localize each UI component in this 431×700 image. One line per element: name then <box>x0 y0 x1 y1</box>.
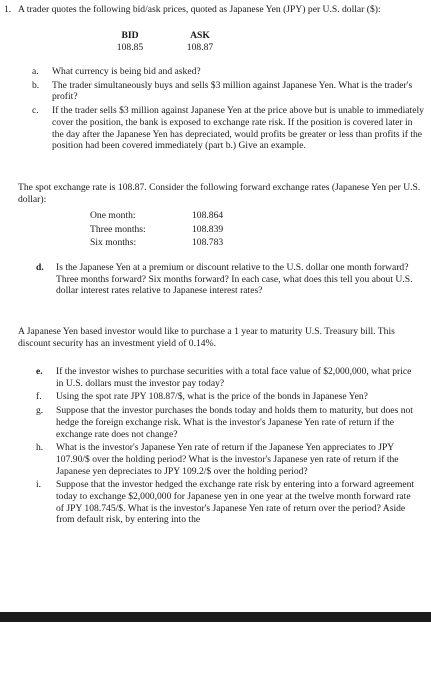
item-label: a. <box>32 66 39 77</box>
list-item <box>34 366 420 389</box>
item-label: c. <box>32 105 39 117</box>
item-text: What is the investor's Japanese Yen rate of return if the Japanese Yen appreciates to JPY 107.90/$ over the holding period? What is the investor's Japanese yen rate of return if the Japanese yen depreciates to JPY 109.2/$ over the holding period? <box>56 442 399 477</box>
table-row <box>20 237 223 249</box>
item-label: f. <box>36 391 42 403</box>
bid-header: BID <box>121 30 139 41</box>
item-label: g. <box>36 405 44 417</box>
ask-header: ASK <box>190 30 210 41</box>
item-text: Is the Japanese Yen at a premium or discount relative to the U.S. dollar one month forward? Three months forward? Six months forward? In each case, what does this tell you about U.S. dollar interest rates relative to Japanese interest rates? <box>56 262 413 297</box>
item-label: i. <box>36 479 42 491</box>
table-row <box>20 210 223 222</box>
list-item <box>34 442 420 477</box>
table-row <box>20 224 223 236</box>
list-item <box>30 66 425 78</box>
parts-e-to-i <box>34 366 420 528</box>
parts-a-to-c <box>30 66 425 154</box>
part-d <box>34 262 414 299</box>
rate-term: Six months: <box>90 237 137 249</box>
bid-value: 108.85 <box>116 41 144 53</box>
forward-rates-table <box>18 208 225 251</box>
bid-ask-table <box>95 30 235 53</box>
rate-term: One month: <box>90 210 136 221</box>
list-item <box>30 105 425 152</box>
spot-rate-paragraph: The spot exchange rate is 108.87. Consider the following forward exchange rates (Japanese Yen per U.S. dollar): <box>18 182 421 205</box>
item-text: If the investor wishes to purchase securities with a total face value of $2,000,000, what price in U.S. dollars must the investor pay today? <box>56 366 412 389</box>
page-bottom-bar <box>0 612 431 622</box>
rate-term: Three months: <box>90 223 146 235</box>
item-label: h. <box>36 442 44 454</box>
question-intro: A trader quotes the following bid/ask prices, quoted as Japanese Yen (JPY) per U.S. dollar ($): <box>18 4 381 15</box>
list-item <box>34 405 420 440</box>
investor-paragraph: A Japanese Yen based investor would like to purchase a 1 year to maturity U.S. Treasury bill. This discount security has an investment yield of 0.14%. <box>18 326 395 349</box>
rate-value: 108.783 <box>192 237 224 249</box>
rate-value: 108.839 <box>192 223 224 235</box>
item-text: If the trader sells $3 million against Japanese Yen at the price above but is unable to immediately cover the position, the bank is exposed to exchange rate risk. If the position is covered later in the day after the Japanese Yen has depreciated, would profits be greater or less than profits if the position had been covered immediately (part b.) Give an example. <box>52 105 424 152</box>
question-number: 1. <box>4 4 12 15</box>
item-text: Suppose that the investor purchases the bonds today and holds them to maturity, but does not hedge the foreign exchange risk. What is the investor's Japanese Yen rate of return if the exchange rate does not change? <box>56 405 413 440</box>
item-label: b. <box>32 79 40 91</box>
item-text: Using the spot rate JPY 108.87/$, what is the price of the bonds in Japanese Yen? <box>56 391 368 403</box>
item-label: d. <box>36 262 44 273</box>
list-item <box>34 262 414 297</box>
item-text: The trader simultaneously buys and sells $3 million against Japanese Yen. What is the trader's profit? <box>52 79 413 103</box>
list-item <box>30 80 425 103</box>
list-item <box>34 479 420 526</box>
list-item <box>34 391 420 403</box>
ask-value: 108.87 <box>186 41 214 53</box>
item-label: e. <box>36 366 43 377</box>
item-text: What currency is being bid and asked? <box>52 66 201 77</box>
item-text: Suppose that the investor hedged the exchange rate risk by entering into a forward agreement today to exchange $2,000,000 for Japanese yen in one year at the twelve month forward rate of JPY 108.745/$. What is the investor's Japanese Yen rate of return over the period? Aside from default risk, by entering into the <box>56 479 415 526</box>
rate-value: 108.864 <box>192 210 224 221</box>
